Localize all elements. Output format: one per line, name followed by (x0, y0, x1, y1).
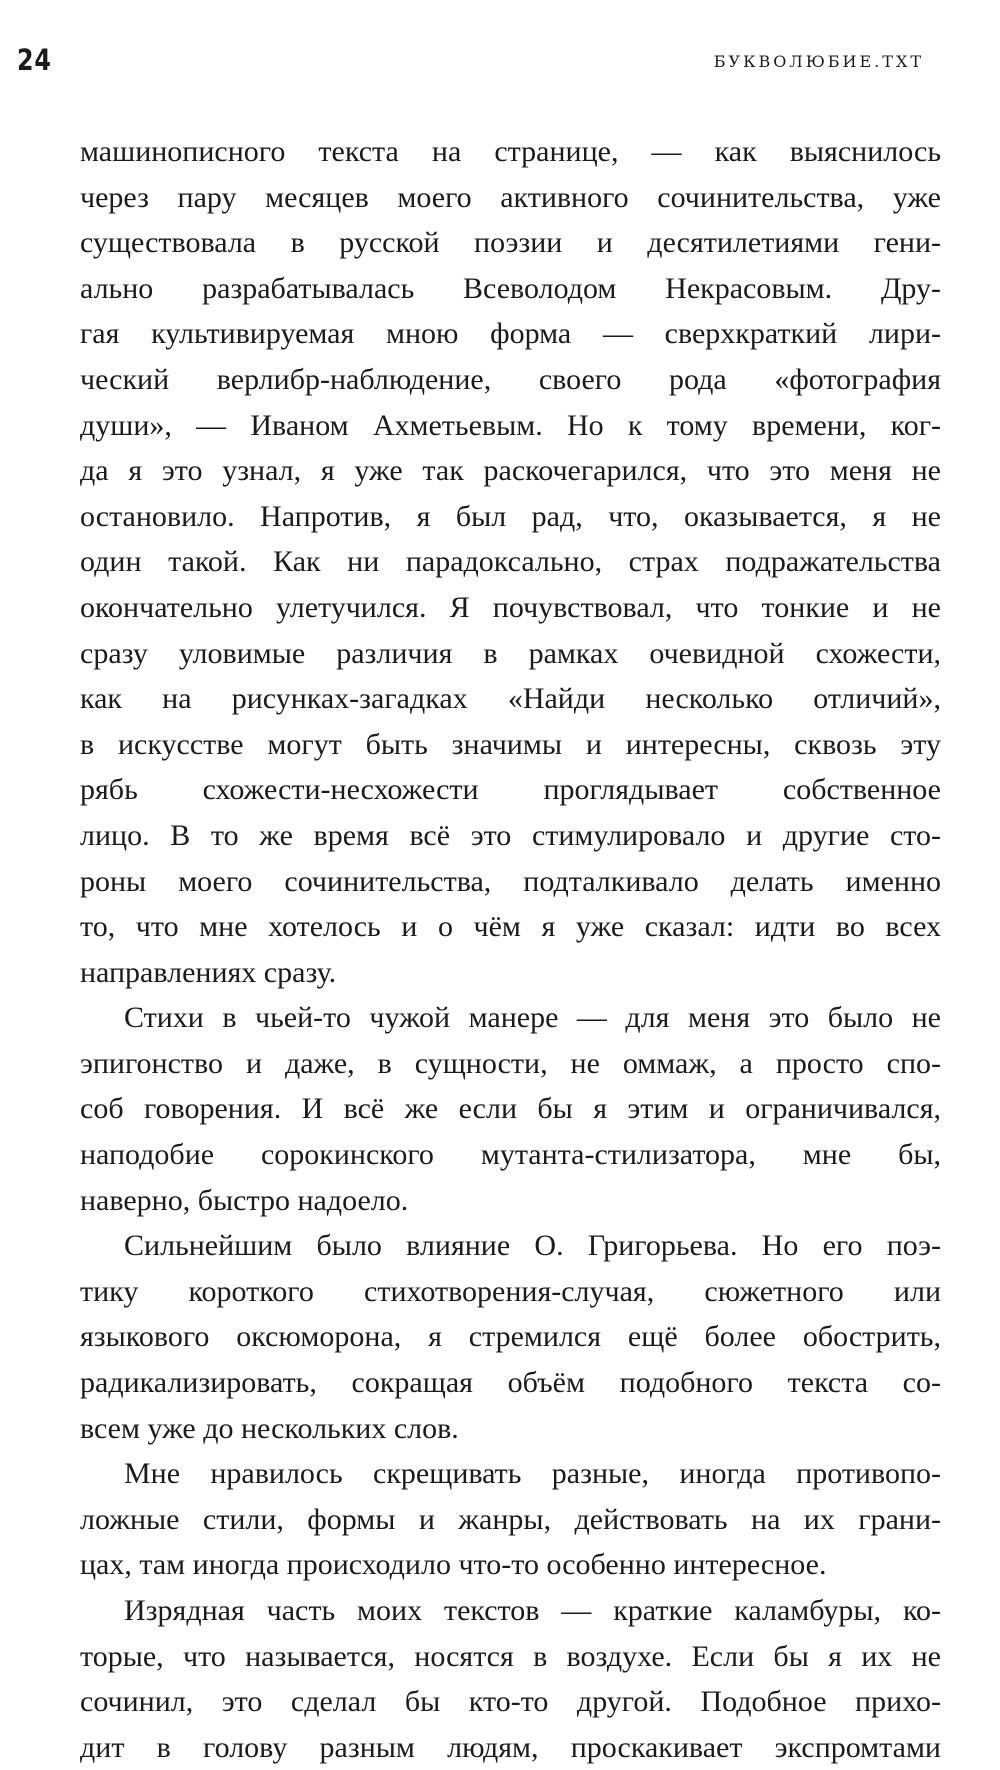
text-line: эпигонство и даже, в сущности, не оммаж, а просто спо- (80, 1046, 941, 1080)
text-line: соб говорения. И всё же если бы я этим и ограничивался, (80, 1092, 941, 1126)
body-text (80, 129, 941, 1770)
text-line: тику короткого стихотворения-случая, сюжетного или (80, 1274, 941, 1308)
text-line: один такой. Как ни парадоксально, страх подражательства (80, 545, 941, 579)
text-line: всем уже до нескольких слов. (80, 1411, 459, 1445)
text-line: направлениях сразу. (80, 955, 337, 989)
text-line: роны моего сочинительства, подталкивало делать именно (80, 864, 941, 898)
text-line: то, что мне хотелось и о чём я уже сказал: идти во всех (80, 910, 941, 944)
text-line: цах, там иногда происходило что-то особенно интересное. (80, 1548, 827, 1582)
running-head: БУКВОЛЮБИЕ.ТХТ (713, 52, 924, 71)
text-line: языкового оксюморона, я стремился ещё более обострить, (80, 1320, 941, 1354)
text-line: как на рисунках-загадках «Найди несколько отличий», (80, 682, 941, 716)
text-line: существовала в русской поэзии и десятилетиями гени- (80, 226, 941, 260)
paragraph-first-line: Сильнейшим было влияние О. Григорьева. Но его поэ- (124, 1229, 941, 1263)
paragraph-first-line: Изрядная часть моих текстов — краткие каламбуры, ко- (124, 1594, 941, 1627)
text-line: наверно, быстро надоело. (80, 1183, 409, 1217)
text-line: наподобие сорокинского мутанта-стилизатора, мне бы, (80, 1138, 941, 1172)
text-line: сочинил, это сделал бы кто-то другой. Подобное прихо- (80, 1685, 941, 1719)
text-line: торые, что называется, носятся в воздухе. Если бы я их не (80, 1639, 941, 1673)
text-line: души», — Иваном Ахметьевым. Но к тому времени, ког- (80, 408, 941, 442)
text-line: радикализировать, сокращая объём подобного текста со- (80, 1366, 941, 1400)
page-number: 24 (17, 43, 52, 77)
text-line: остановило. Напротив, я был рад, что, оказывается, я не (80, 499, 941, 533)
text-line: ложные стили, формы и жанры, действовать на их грани- (80, 1502, 941, 1536)
text-line: окончательно улетучился. Я почувствовал, что тонкие и не (80, 590, 941, 624)
text-line: лицо. В то же время всё это стимулировало и другие сто- (80, 818, 941, 852)
text-line: ческий верлибр-наблюдение, своего рода «фотография (80, 362, 941, 396)
text-line: рябь схожести-несхожести проглядывает собственное (80, 773, 941, 807)
text-line: да я это узнал, я уже так раскочегарился, что это меня не (80, 454, 941, 488)
text-line: в искусстве могут быть значимы и интересны, сквозь эту (80, 727, 941, 761)
paragraph-first-line: Мне нравилось скрещивать разные, иногда противопо- (124, 1457, 941, 1491)
text-line: сразу уловимые различия в рамках очевидной схожести, (80, 636, 941, 670)
text-line: ально разрабатывалась Всеволодом Некрасовым. Дру- (80, 271, 941, 305)
text-line: машинописного текста на странице, — как выяснилось (80, 135, 941, 168)
text-line: через пару месяцев моего активного сочинительства, уже (80, 180, 941, 214)
paragraph-first-line: Стихи в чьей-то чужой манере — для меня это было не (124, 1001, 941, 1035)
text-line: дит в голову разным людям, проскакивает экспромтами (80, 1730, 941, 1764)
text-line: гая культивируемая мною форма — сверхкраткий лири- (80, 317, 941, 351)
